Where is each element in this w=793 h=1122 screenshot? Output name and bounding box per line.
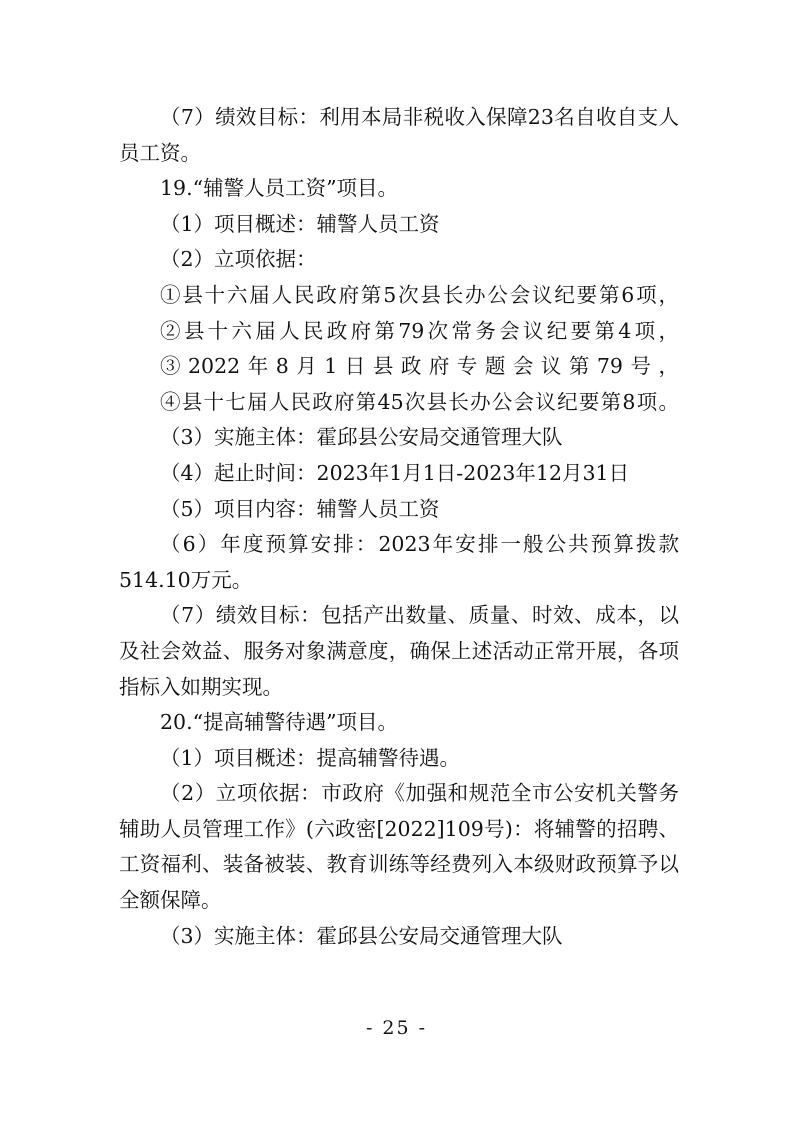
paragraph-implementing-body: （3）实施主体：霍邱县公安局交通管理大队	[160, 425, 563, 450]
page-number: - 25 -	[365, 1017, 428, 1039]
paragraph-project-basis-20: （2）立项依据：市政府《加强和规范全市公安机关警务辅助人员管理工作》(六政密[2022]109号)：将辅警的招聘、工资福利、装备被装、教育训练等经费列入本级财政预算予以全额保障。	[119, 781, 679, 913]
paragraph-project-overview-20: （1）项目概述：提高辅警待遇。	[160, 745, 461, 770]
paragraph-project-basis: （2）立项依据：	[160, 247, 317, 272]
document-body	[119, 100, 679, 954]
basis-item-1: ①县十六届人民政府第5次县长办公会议纪要第6项，	[160, 282, 679, 307]
basis-item-4: ④县十七届人民政府第45次县长办公会议纪要第8项。	[160, 389, 679, 414]
paragraph-project-content: （5）项目内容：辅警人员工资	[160, 496, 440, 521]
paragraph-project-overview: （1）项目概述：辅警人员工资	[160, 211, 440, 236]
section-heading-20-improve-auxiliary-police-treatment: 20.“提高辅警待遇”项目。	[160, 710, 399, 735]
paragraph-implementing-body-20: （3）实施主体：霍邱县公安局交通管理大队	[160, 923, 563, 948]
paragraph-performance-goal-staff: （7）绩效目标：利用本局非税收入保障23名自收自支人员工资。	[119, 105, 679, 165]
basis-item-2: ②县十六届人民政府第79次常务会议纪要第4项，	[160, 318, 679, 343]
paragraph-annual-budget: （6）年度预算安排：2023年安排一般公共预算拨款514.10万元。	[119, 532, 679, 592]
basis-item-3: ③2022年8月1日县政府专题会议第79号，	[160, 354, 679, 379]
section-heading-19-auxiliary-police-salary: 19.“辅警人员工资”项目。	[160, 176, 399, 201]
paragraph-performance-goal: （7）绩效目标：包括产出数量、质量、时效、成本，以及社会效益、服务对象满意度，确保上述活动正常开展，各项指标入如期实现。	[119, 603, 679, 699]
paragraph-time-period: （4）起止时间：2023年1月1日-2023年12月31日	[160, 460, 630, 485]
